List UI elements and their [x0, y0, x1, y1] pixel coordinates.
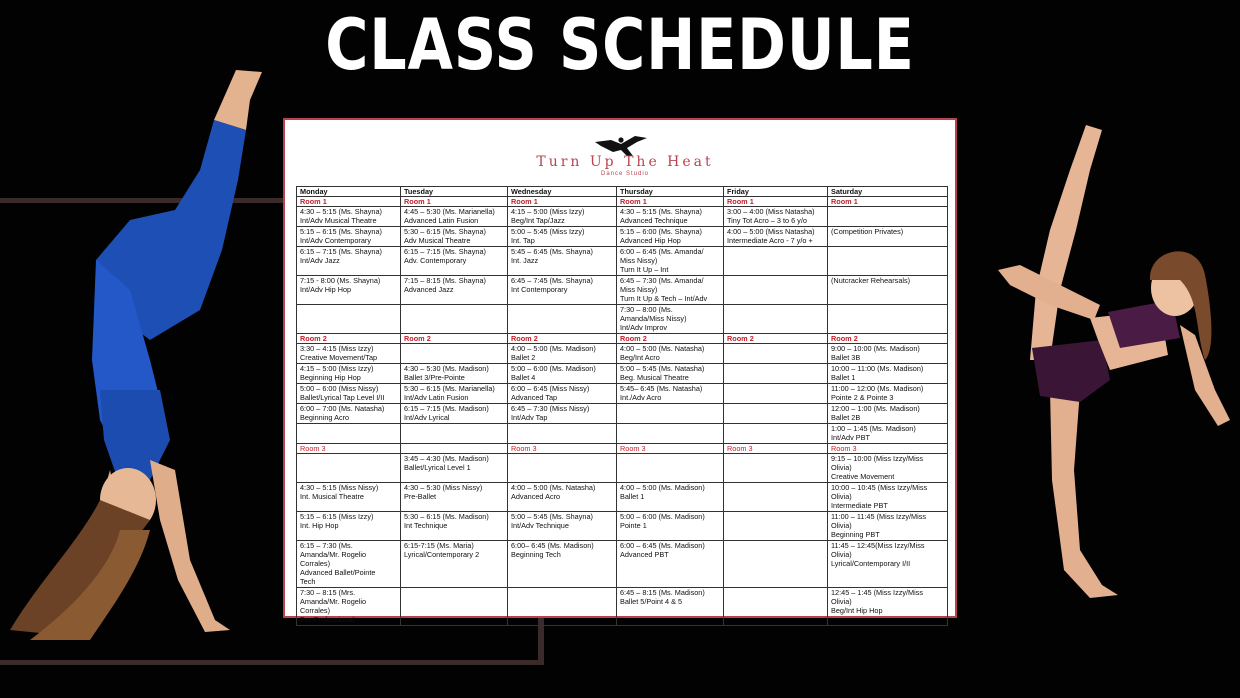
class-line: 4:30 – 5:30 (Ms. Madison)	[404, 364, 489, 373]
class-cell	[828, 207, 948, 227]
class-name: Ballet/Lyrical Tap Level I/II	[300, 393, 385, 402]
room-label-cell	[724, 334, 828, 344]
class-cell	[724, 207, 828, 227]
class-cell	[828, 483, 948, 512]
class-name: Tiny Tot Acro – 3 to 6 y/o	[727, 216, 807, 225]
class-line: 5:30 – 6:15 (Ms. Shayna)	[404, 227, 486, 236]
class-line: Miss Nissy)	[620, 285, 658, 294]
class-name: Int/Adv Jazz	[300, 256, 340, 265]
class-cell	[508, 454, 617, 483]
class-cell	[828, 404, 948, 424]
class-name: Int/Adv Latin Fusion	[404, 393, 469, 402]
class-cell	[297, 344, 401, 364]
class-cell	[828, 364, 948, 384]
table-row	[297, 512, 948, 541]
class-name: Int. Hip Hop	[300, 521, 339, 530]
class-cell	[724, 424, 828, 444]
class-name: Beg/Int Tap/Jazz	[511, 216, 565, 225]
class-line: 5:00 – 5:45 (Miss Izzy)	[511, 227, 585, 236]
table-row	[297, 227, 948, 247]
class-line: 9:15 – 10:00 (Miss Izzy/Miss	[831, 454, 924, 463]
class-line: Room 1	[727, 197, 754, 206]
room-label-cell	[828, 334, 948, 344]
class-name: Tech	[300, 577, 316, 586]
class-cell	[508, 227, 617, 247]
studio-logo	[525, 134, 725, 184]
class-line: (Nutcracker Rehearsals)	[831, 276, 911, 285]
class-cell	[617, 512, 724, 541]
class-name: Ballet 1	[831, 373, 856, 382]
column-header: Wednesday	[508, 187, 617, 197]
class-name: Int/Adv Contemporary	[300, 236, 371, 245]
class-line: Room 2	[727, 334, 754, 343]
class-name: Int/Adv Technique	[511, 521, 569, 530]
class-line: Olivia)	[831, 492, 852, 501]
class-cell	[297, 483, 401, 512]
room-label-cell	[617, 444, 724, 454]
class-cell	[297, 404, 401, 424]
class-cell	[401, 344, 508, 364]
class-cell	[724, 227, 828, 247]
column-header: Friday	[724, 187, 828, 197]
schedule-body	[297, 197, 948, 626]
class-cell	[828, 276, 948, 305]
class-cell	[724, 454, 828, 483]
room-label-cell	[828, 444, 948, 454]
class-cell	[724, 588, 828, 626]
class-cell	[724, 247, 828, 276]
class-cell	[508, 424, 617, 444]
class-line: 4:30 – 5:15 (Ms. Shayna)	[300, 207, 382, 216]
class-line: 11:00 – 12:00 (Ms. Madison)	[831, 384, 924, 393]
class-line: 6:15 – 7:30 (Ms.	[300, 541, 353, 550]
class-name: Creative Movement	[831, 472, 895, 481]
class-line: 11:00 – 11:45 (Miss Izzy/Miss	[831, 512, 927, 521]
class-name: Advanced Jazz	[404, 285, 454, 294]
class-line: Room 1	[831, 197, 858, 206]
class-line: 1:00 – 1:45 (Ms. Madison)	[831, 424, 916, 433]
class-cell	[724, 384, 828, 404]
page-title: CLASS SCHEDULE	[325, 4, 915, 86]
class-line: Corrales)	[300, 559, 331, 568]
room-label-cell	[724, 444, 828, 454]
table-row	[297, 305, 948, 334]
class-name: Int. Jazz	[511, 256, 539, 265]
class-name: Int Contemporary	[511, 285, 568, 294]
class-line: Amanda/Mr. Rogelio	[300, 550, 367, 559]
schedule-table	[296, 186, 948, 626]
class-line: Room 2	[620, 334, 647, 343]
class-line: Advanced Ballet/Pointe	[300, 568, 376, 577]
class-line: 6:00 – 6:45 (Ms. Madison)	[620, 541, 705, 550]
class-line: 6:00– 6:45 (Ms. Madison)	[511, 541, 594, 550]
class-line: Room 2	[300, 334, 327, 343]
class-cell	[828, 588, 948, 626]
class-cell	[297, 454, 401, 483]
class-line: Olivia)	[831, 521, 852, 530]
class-cell	[297, 512, 401, 541]
room-label-cell	[508, 197, 617, 207]
class-line: 5:15 – 6:00 (Ms. Shayna)	[620, 227, 702, 236]
class-line: 4:00 – 5:00 (Ms. Natasha)	[511, 483, 596, 492]
class-line: Room 2	[831, 334, 858, 343]
class-cell	[724, 305, 828, 334]
table-row	[297, 404, 948, 424]
class-name: Beginning Tech	[511, 550, 561, 559]
class-line: Room 2	[511, 334, 538, 343]
class-name: Beginning PBT	[831, 530, 880, 539]
class-line: Room 1	[300, 197, 327, 206]
class-name: Adv. Contemporary	[404, 256, 467, 265]
class-name: Advanced PBT	[620, 550, 669, 559]
class-cell	[401, 276, 508, 305]
class-cell	[617, 541, 724, 588]
class-line: 5:15 – 6:15 (Miss Izzy)	[300, 512, 374, 521]
class-cell	[828, 454, 948, 483]
class-line: 3:00 – 4:00 (Miss Natasha)	[727, 207, 815, 216]
class-cell	[828, 247, 948, 276]
class-cell	[508, 404, 617, 424]
column-header: Tuesday	[401, 187, 508, 197]
left-dancer-photo	[0, 60, 290, 640]
class-cell	[617, 588, 724, 626]
class-cell	[617, 424, 724, 444]
class-line: 5:00 – 6:00 (Ms. Madison)	[511, 364, 596, 373]
class-name: Int/Adv Tap	[511, 413, 548, 422]
class-name: Lyrical/Contemporary I/II	[831, 559, 911, 568]
class-line: 6:15 – 7:15 (Ms. Madison)	[404, 404, 489, 413]
class-name: Int/Adv Lyrical	[404, 413, 450, 422]
class-name: Ballet 3B	[831, 353, 861, 362]
class-line: 3:30 – 4:15 (Miss Izzy)	[300, 344, 374, 353]
class-line: 10:00 – 11:00 (Ms. Madison)	[831, 364, 924, 373]
class-cell	[297, 384, 401, 404]
class-name: Ballet 1	[620, 492, 645, 501]
class-cell	[617, 483, 724, 512]
class-cell	[401, 512, 508, 541]
class-name: Int/Adv Hip Hop	[300, 285, 352, 294]
room-label-cell	[401, 197, 508, 207]
class-cell	[724, 344, 828, 364]
class-line: 4:30 – 5:15 (Miss Nissy)	[300, 483, 379, 492]
class-cell	[828, 512, 948, 541]
class-cell	[828, 305, 948, 334]
class-name: Intermediate Acro - 7 y/o +	[727, 236, 813, 245]
class-cell	[297, 541, 401, 588]
column-header: Monday	[297, 187, 401, 197]
class-cell	[724, 404, 828, 424]
class-line: 7:30 – 8:15 (Mrs.	[300, 588, 356, 597]
room-label-cell	[297, 334, 401, 344]
class-line: Olivia)	[831, 597, 852, 606]
class-name: Beginning Acro	[300, 413, 350, 422]
class-line: 6:00 – 6:45 (Miss Nissy)	[511, 384, 590, 393]
class-line: 3:45 – 4:30 (Ms. Madison)	[404, 454, 489, 463]
class-cell	[828, 344, 948, 364]
class-line: Amanda/Miss Nissy)	[620, 314, 687, 323]
class-line: 6:15 – 7:15 (Ms. Shayna)	[300, 247, 382, 256]
class-line: Room 3	[300, 444, 326, 453]
table-row	[297, 541, 948, 588]
decorative-bar	[0, 660, 544, 665]
class-cell	[401, 424, 508, 444]
table-row	[297, 247, 948, 276]
room-label-cell	[401, 444, 508, 454]
class-name: Advanced Acro	[511, 492, 561, 501]
class-line: 5:15 – 6:15 (Ms. Shayna)	[300, 227, 382, 236]
class-name: Int./Adv Acro	[620, 393, 662, 402]
class-line: 12:45 – 1:45 (Miss Izzy/Miss	[831, 588, 924, 597]
class-cell	[828, 424, 948, 444]
class-line: 5:30 – 6:15 (Ms. Madison)	[404, 512, 489, 521]
class-name: Beg/Int Acro	[620, 353, 660, 362]
class-line: 6:45 – 7:30 (Ms. Amanda/	[620, 276, 704, 285]
class-line: Room 1	[620, 197, 647, 206]
class-line: 6:45 – 7:45 (Ms. Shayna)	[511, 276, 593, 285]
class-line: 4:00 – 5:00 (Miss Natasha)	[727, 227, 815, 236]
class-cell	[617, 404, 724, 424]
class-name: Lyrical/Contemporary 2	[404, 550, 480, 559]
class-line: Amanda/Mr. Rogelio	[300, 597, 367, 606]
room-label-cell	[508, 334, 617, 344]
class-name: Turn It Up & Tech – Int/Adv	[620, 294, 708, 303]
class-line: 5:00 – 5:45 (Ms. Natasha)	[620, 364, 705, 373]
class-name: Int/Adv Improv	[620, 323, 668, 332]
column-header: Thursday	[617, 187, 724, 197]
class-cell	[401, 364, 508, 384]
table-row	[297, 344, 948, 364]
class-line: 5:00 – 6:00 (Miss Nissy)	[300, 384, 379, 393]
class-name: Advanced Hip Hop	[620, 236, 681, 245]
class-line: 6:45 – 7:30 (Miss Nissy)	[511, 404, 590, 413]
class-cell	[617, 344, 724, 364]
class-cell	[297, 424, 401, 444]
class-cell	[724, 364, 828, 384]
room-label-cell	[508, 444, 617, 454]
class-name: Int/Adv PBT	[831, 433, 870, 442]
class-line: 11:45 – 12:45(Miss Izzy/Miss	[831, 541, 925, 550]
class-cell	[401, 247, 508, 276]
class-cell	[508, 247, 617, 276]
class-name: Beg. Musical Theatre	[620, 373, 689, 382]
class-cell	[508, 541, 617, 588]
table-row	[297, 276, 948, 305]
schedule-sheet	[283, 118, 957, 624]
class-name: Pointe 2 & Pointe 3	[831, 393, 894, 402]
table-row	[297, 483, 948, 512]
room-label-cell	[724, 197, 828, 207]
class-cell	[617, 454, 724, 483]
class-line: 7:15 – 8:15 (Ms. Shayna)	[404, 276, 486, 285]
class-line: (Competition Privates)	[831, 227, 904, 236]
class-line: Room 3	[620, 444, 646, 453]
room-label-row	[297, 444, 948, 454]
room-label-cell	[617, 334, 724, 344]
room-label-row	[297, 334, 948, 344]
class-name: Ballet 5/Point 4 & 5	[620, 597, 683, 606]
class-line: 4:00 – 5:00 (Ms. Madison)	[620, 483, 705, 492]
class-line: 4:15 – 5:00 (Miss Izzy)	[300, 364, 374, 373]
class-cell	[401, 588, 508, 626]
class-cell	[508, 207, 617, 227]
class-line: 5:00 – 5:45 (Ms. Shayna)	[511, 512, 593, 521]
class-line: 4:00 – 5:00 (Ms. Madison)	[511, 344, 596, 353]
class-line: Corrales)	[300, 606, 331, 615]
class-cell	[508, 364, 617, 384]
class-name: Pointe 1	[620, 521, 647, 530]
class-name: Int. Musical Theatre	[300, 492, 364, 501]
class-name: Creative Movement/Tap	[300, 353, 378, 362]
class-cell	[617, 276, 724, 305]
table-header-row	[297, 187, 948, 197]
class-cell	[828, 541, 948, 588]
class-cell	[297, 364, 401, 384]
class-name: Ballet 3/Pre-Pointe	[404, 373, 465, 382]
class-line: 6:15 – 7:15 (Ms. Shayna)	[404, 247, 486, 256]
table-row	[297, 207, 948, 227]
class-cell	[401, 483, 508, 512]
class-name: Int/Adv Musical Theatre	[300, 216, 377, 225]
class-line: 7:15 - 8:00 (Ms. Shayna)	[300, 276, 381, 285]
class-cell	[508, 344, 617, 364]
class-cell	[401, 305, 508, 334]
class-line: Room 2	[404, 334, 431, 343]
class-line: 10:00 – 10:45 (Miss Izzy/Miss	[831, 483, 928, 492]
class-cell	[297, 276, 401, 305]
class-cell	[828, 227, 948, 247]
class-line: 4:30 – 5:30 (Miss Nissy)	[404, 483, 483, 492]
class-cell	[297, 588, 401, 626]
class-name: Pre-Ballet	[404, 492, 437, 501]
class-line: Olivia)	[831, 550, 852, 559]
class-name: Turn It Up – Int	[620, 265, 669, 274]
class-cell	[617, 364, 724, 384]
class-name: Int Technique	[404, 521, 448, 530]
class-cell	[617, 305, 724, 334]
class-name: Beginning Hip Hop	[300, 373, 361, 382]
table-row	[297, 424, 948, 444]
class-cell	[401, 541, 508, 588]
class-name: Advanced Latin Fusion	[404, 216, 479, 225]
class-name: Adv Musical Theatre	[404, 236, 471, 245]
class-line: 5:45– 6:45 (Ms. Natasha)	[620, 384, 703, 393]
class-line: 4:30 – 5:15 (Ms. Shayna)	[620, 207, 702, 216]
room-label-cell	[297, 444, 401, 454]
class-cell	[297, 305, 401, 334]
class-line: 6:00 – 6:45 (Ms. Amanda/	[620, 247, 704, 256]
class-line: 5:00 – 6:00 (Ms. Madison)	[620, 512, 705, 521]
class-line: 9:00 – 10:00 (Ms. Madison)	[831, 344, 920, 353]
class-cell	[724, 541, 828, 588]
class-line: 4:15 – 5:00 (Miss Izzy)	[511, 207, 585, 216]
class-name: Int. Tap	[511, 236, 535, 245]
class-cell	[724, 512, 828, 541]
class-cell	[297, 207, 401, 227]
right-dancer-photo	[990, 120, 1240, 610]
class-cell	[508, 384, 617, 404]
class-name: Ballet 4	[511, 373, 536, 382]
class-name: Advanced Technique	[620, 216, 688, 225]
class-cell	[617, 384, 724, 404]
class-cell	[401, 384, 508, 404]
room-label-cell	[401, 334, 508, 344]
class-cell	[617, 247, 724, 276]
class-name: Beg/Int Hip Hop	[831, 606, 883, 615]
class-cell	[508, 512, 617, 541]
class-cell	[297, 227, 401, 247]
class-cell	[724, 276, 828, 305]
room-label-row	[297, 197, 948, 207]
class-cell	[297, 247, 401, 276]
class-cell	[724, 483, 828, 512]
class-name: Ballet 2	[511, 353, 536, 362]
room-label-cell	[617, 197, 724, 207]
class-name: Pre-Professional	[300, 615, 354, 624]
class-name: Advanced Tap	[511, 393, 558, 402]
class-line: 5:45 – 6:45 (Ms. Shayna)	[511, 247, 593, 256]
table-row	[297, 384, 948, 404]
class-line: 4:00 – 5:00 (Ms. Natasha)	[620, 344, 705, 353]
class-line: 6:00 – 7:00 (Ms. Natasha)	[300, 404, 385, 413]
table-row	[297, 364, 948, 384]
class-line: 7:30 – 8:00 (Ms.	[620, 305, 673, 314]
studio-name: Turn Up The Heat	[536, 154, 714, 170]
class-line: Room 3	[831, 444, 857, 453]
class-line: Olivia)	[831, 463, 852, 472]
class-name: Ballet 2B	[831, 413, 861, 422]
class-name: Intermediate PBT	[831, 501, 888, 510]
class-line: 5:30 – 6:15 (Ms. Marianella)	[404, 384, 495, 393]
class-cell	[401, 454, 508, 483]
class-line: Room 1	[404, 197, 431, 206]
class-line: 6:45 – 8:15 (Ms. Madison)	[620, 588, 705, 597]
table-row	[297, 588, 948, 626]
class-cell	[401, 227, 508, 247]
class-name: Ballet/Lyrical Level 1	[404, 463, 471, 472]
class-cell	[508, 483, 617, 512]
class-cell	[828, 384, 948, 404]
class-cell	[508, 588, 617, 626]
table-row	[297, 454, 948, 483]
class-line: 12:00 – 1:00 (Ms. Madison)	[831, 404, 920, 413]
class-line: 6:15-7:15 (Ms. Maria)	[404, 541, 474, 550]
studio-tagline: Dance Studio	[600, 171, 650, 177]
class-cell	[617, 207, 724, 227]
class-line: Miss Nissy)	[620, 256, 658, 265]
column-header: Saturday	[828, 187, 948, 197]
class-line: Room 3	[511, 444, 537, 453]
class-line: 4:45 – 5:30 (Ms. Marianella)	[404, 207, 495, 216]
class-cell	[508, 276, 617, 305]
class-cell	[508, 305, 617, 334]
class-line: Room 1	[511, 197, 538, 206]
room-label-cell	[828, 197, 948, 207]
class-cell	[401, 404, 508, 424]
class-cell	[401, 207, 508, 227]
room-label-cell	[297, 197, 401, 207]
class-line: Room 3	[727, 444, 753, 453]
class-cell	[617, 227, 724, 247]
